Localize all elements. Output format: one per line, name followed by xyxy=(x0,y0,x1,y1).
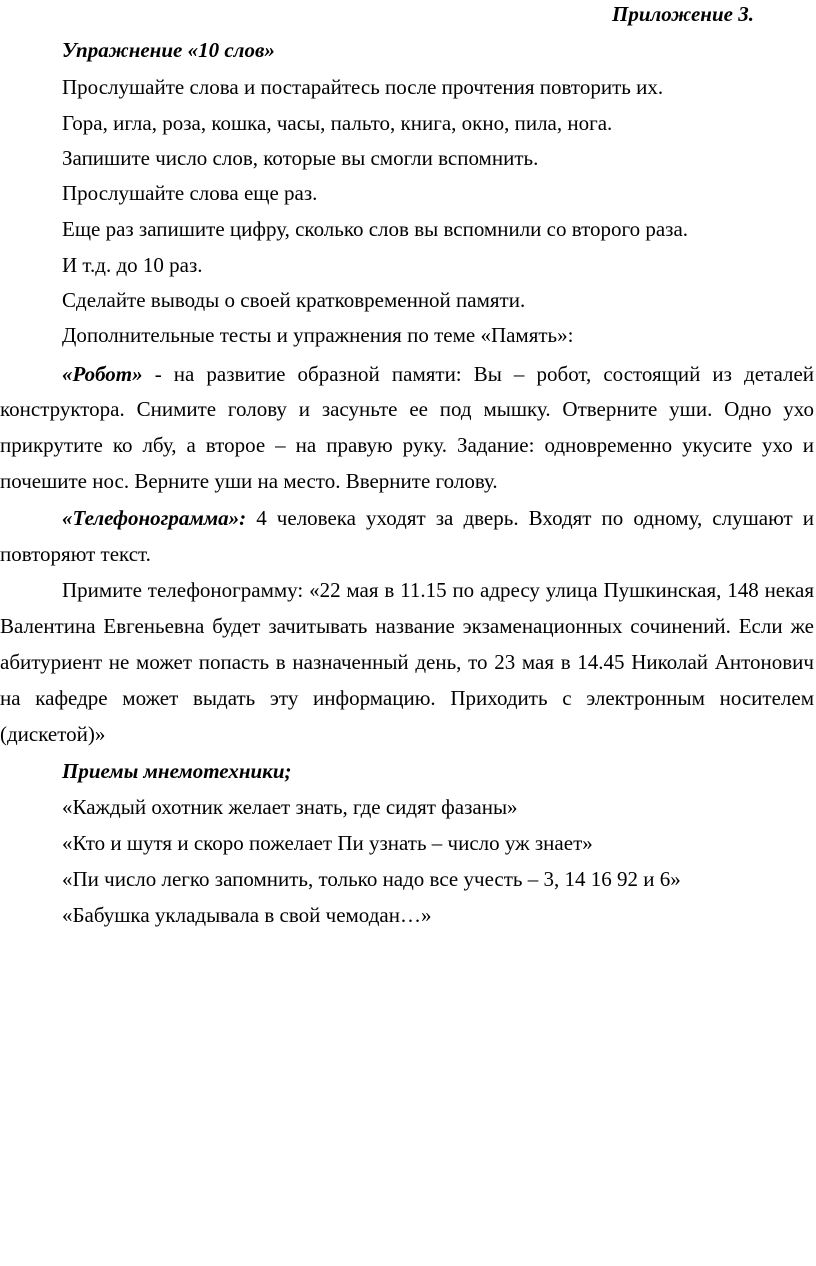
instruction-line: Прослушайте слова и постарайтесь после прочтения повторить их. xyxy=(62,75,664,99)
mnemonic-item: «Каждый охотник желает знать, где сидят фазаны» xyxy=(62,795,518,819)
message-line: абитуриент не может попасть в назначенный день, то 23 мая в 14.45 Николай Антонович xyxy=(0,650,814,674)
telephone-title: «Телефонограмма»: xyxy=(62,506,247,530)
robot-paragraph-line xyxy=(62,362,814,386)
robot-title: «Робот» xyxy=(62,362,143,386)
telephone-paragraph-line: повторяют текст. xyxy=(0,542,151,566)
message-line: на кафедре может выдать эту информацию. Приходить с электронным носителем xyxy=(0,686,814,710)
telephone-paragraph-line xyxy=(62,506,814,530)
word-list-line: Гора, игла, роза, кошка, часы, пальто, книга, окно, пила, нога. xyxy=(62,111,613,135)
instruction-line: Еще раз запишите цифру, сколько слов вы вспомнили со второго раза. xyxy=(62,217,689,241)
robot-paragraph-line: конструктора. Снимите голову и засуньте ее под мышку. Отверните уши. Одно ухо xyxy=(0,397,814,421)
exercise-title: Упражнение «10 слов» xyxy=(62,38,275,62)
robot-paragraph-line: прикрутите ко лбу, а второе – на правую руку. Задание: одновременно укусите ухо и xyxy=(0,433,814,457)
instruction-line: Запишите число слов, которые вы смогли вспомнить. xyxy=(62,146,539,170)
instruction-line: Сделайте выводы о своей кратковременной памяти. xyxy=(62,288,526,312)
instruction-line: Прослушайте слова еще раз. xyxy=(62,181,318,205)
robot-line-text: - на развитие образной памяти: Вы – робот, состоящий из деталей xyxy=(154,362,814,386)
robot-paragraph-line: почешите нос. Верните уши на место. Вверните голову. xyxy=(0,469,498,493)
message-line: Примите телефонограмму: «22 мая в 11.15 по адресу улица Пушкинская, 148 некая xyxy=(62,578,814,602)
instruction-line: Дополнительные тесты и упражнения по теме «Память»: xyxy=(62,323,574,347)
telephone-line-text: 4 человека уходят за дверь. Входят по одному, слушают и xyxy=(256,506,814,530)
appendix-label: Приложение 3. xyxy=(612,2,754,26)
mnemonic-item: «Пи число легко запомнить, только надо все учесть – 3, 14 16 92 и 6» xyxy=(62,867,681,891)
mnemonic-item: «Бабушка укладывала в свой чемодан…» xyxy=(62,903,432,927)
message-line: Валентина Евгеньевна будет зачитывать название экзаменационных сочинений. Если же xyxy=(0,614,814,638)
message-line: (дискетой)» xyxy=(0,722,106,746)
mnemonic-item: «Кто и шутя и скоро пожелает Пи узнать – число уж знает» xyxy=(62,831,593,855)
mnemonics-title: Приемы мнемотехники; xyxy=(62,759,292,783)
instruction-line: И т.д. до 10 раз. xyxy=(62,253,203,277)
